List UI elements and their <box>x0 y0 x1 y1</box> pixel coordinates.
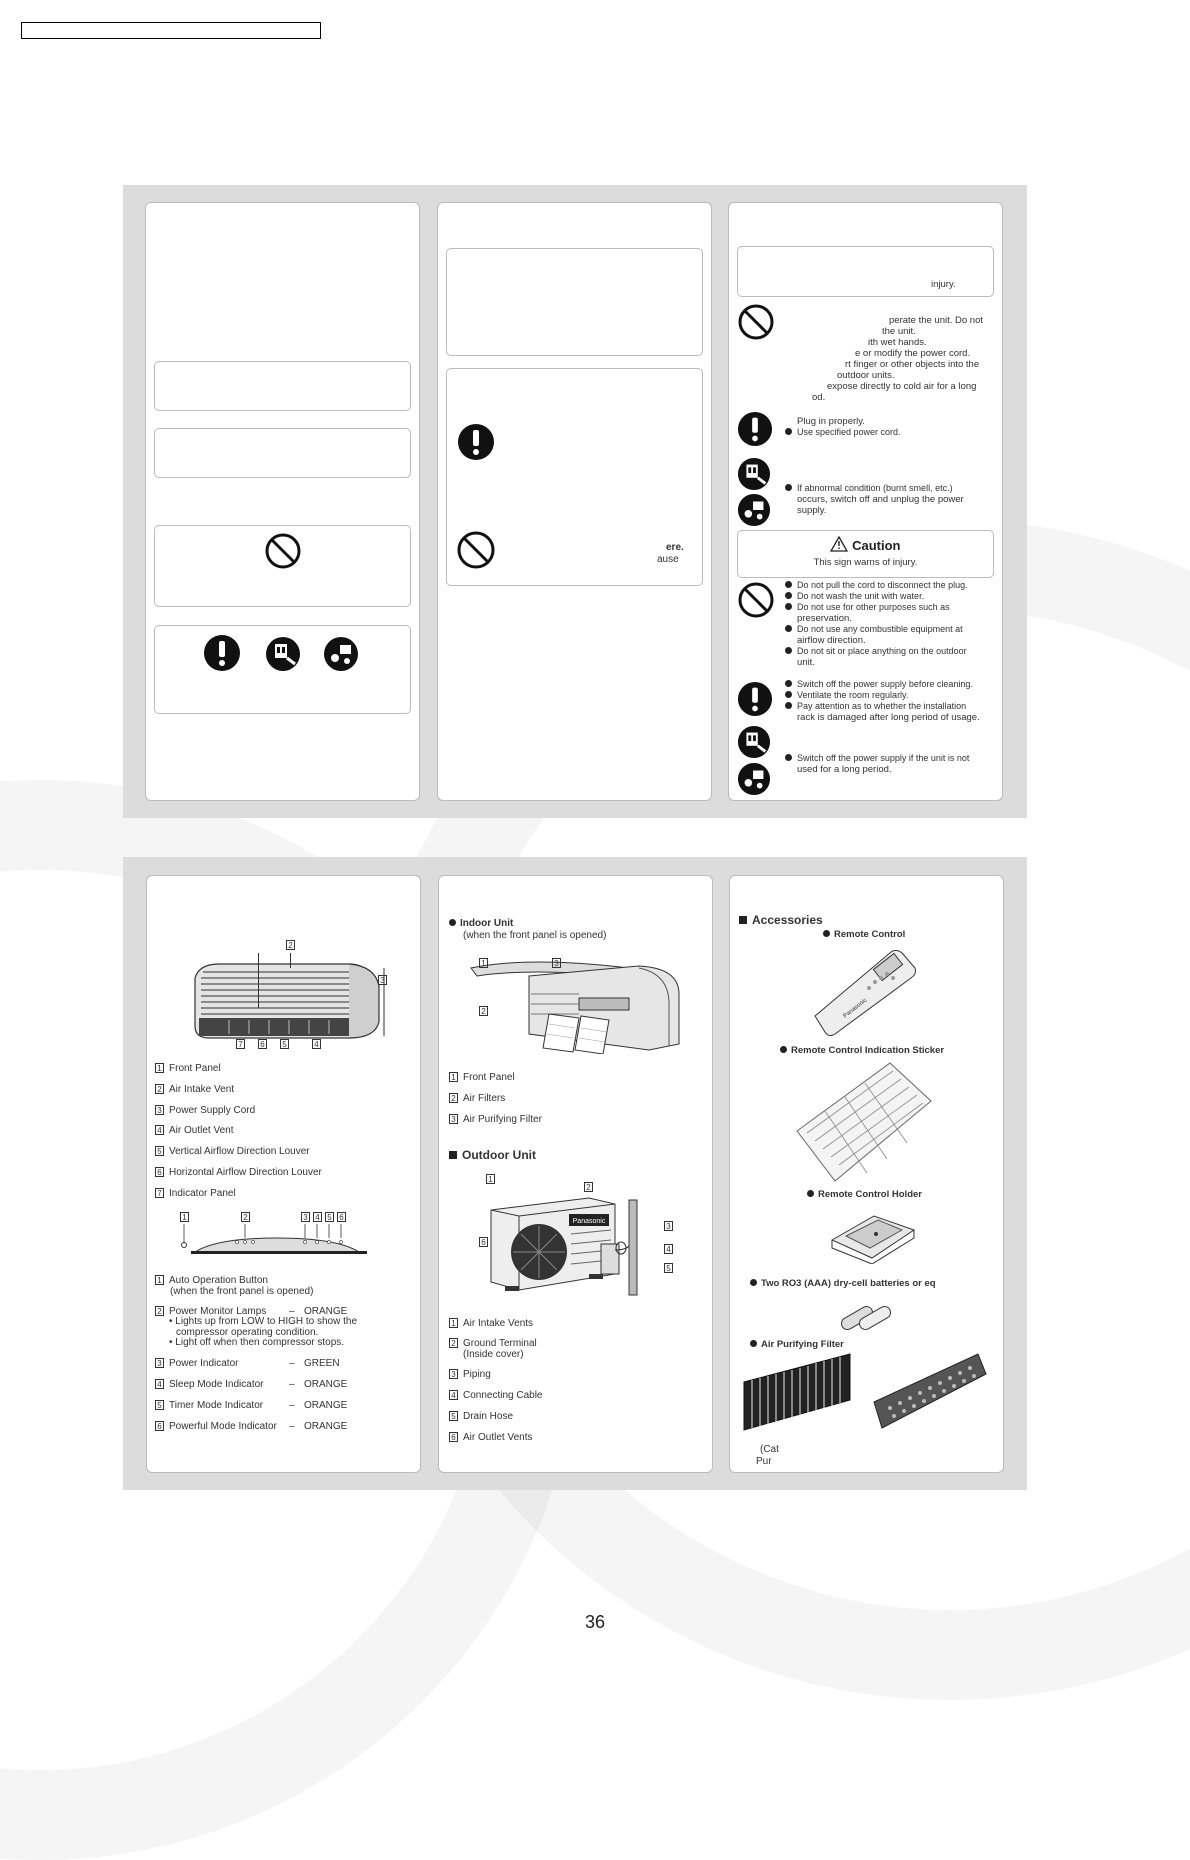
callout-label: 3 <box>301 1212 315 1223</box>
indicator-item: 1 Auto Operation Button <box>155 1275 268 1286</box>
indicator-note: • Light off when then compressor stops. <box>169 1337 345 1348</box>
filter-caption: (Cat <box>760 1444 779 1455</box>
sticker-label: Remote Control Indication Sticker <box>780 1045 944 1056</box>
callout-label: 2 <box>479 1006 493 1017</box>
warning-fragment: injury. <box>931 279 956 290</box>
indicator-color: ORANGE <box>304 1421 348 1432</box>
safety-column-2 <box>437 202 712 801</box>
part-item: 3 Power Supply Cord <box>155 1105 255 1116</box>
fragment-text: ause <box>657 554 679 565</box>
indicator-dash: – <box>289 1306 295 1317</box>
caution-bullet: Switch off the power supply if the unit is not <box>797 753 969 764</box>
part-item: 4 Air Outlet Vent <box>155 1125 233 1136</box>
part-item: 2 Air Intake Vent <box>155 1084 234 1095</box>
callout-label: 2 <box>584 1182 598 1193</box>
part-item: 2 Ground Terminal <box>449 1338 537 1349</box>
callout-label: 7 <box>236 1039 250 1050</box>
info-box <box>154 428 411 478</box>
indicator-color: ORANGE <box>304 1306 348 1317</box>
abnormal-line: supply. <box>797 505 827 516</box>
caution-box <box>737 530 994 578</box>
holder-illustration <box>828 1204 918 1264</box>
part-item: 6 Horizontal Airflow Direction Louver <box>155 1167 322 1178</box>
warning-triangle-icon <box>830 536 848 552</box>
indicator-dash: – <box>289 1421 295 1432</box>
purifying-filter-illustration <box>870 1352 990 1432</box>
part-item: 6 Air Outlet Vents <box>449 1432 532 1443</box>
indicator-dash: – <box>289 1400 295 1411</box>
info-box <box>154 361 411 411</box>
brand-label: Panasonic <box>572 1218 606 1225</box>
callout-label: 5 <box>280 1039 294 1050</box>
caution-bullet: Switch off the power supply before cleaning. <box>797 679 973 690</box>
caution-line: airflow direction. <box>797 635 866 646</box>
part-item: 2 Air Filters <box>449 1093 505 1104</box>
caution-line: preservation. <box>797 613 852 624</box>
callout-label: 2 <box>241 1212 255 1223</box>
page-number: 36 <box>584 1612 606 1632</box>
indicator-color: ORANGE <box>304 1400 348 1411</box>
prohibited-icon <box>456 530 496 570</box>
caution-bullet: Do not use for other purposes such as <box>797 602 950 613</box>
abnormal-line: occurs, switch off and unplug the power <box>797 494 964 505</box>
part-item: 1 Air Intake Vents <box>449 1318 533 1329</box>
remote-control-illustration <box>805 946 925 1036</box>
callout-label: 6 <box>479 1237 493 1248</box>
caution-line: unit. <box>797 657 815 668</box>
callout-label: 5 <box>664 1263 678 1274</box>
warning-box <box>446 368 703 586</box>
accessories-column <box>729 875 1004 1473</box>
open-unit-illustration <box>469 954 689 1054</box>
filter-label: Air Purifying Filter <box>750 1339 844 1350</box>
callout-label: 1 <box>180 1212 194 1223</box>
warning-header-box <box>737 246 994 297</box>
callout-label: 5 <box>325 1212 339 1223</box>
indicator-note: • Lights up from LOW to HIGH to show the <box>169 1316 358 1327</box>
part-sub: (Inside cover) <box>463 1349 524 1360</box>
prohibit-line: ith wet hands. <box>868 337 927 348</box>
unplug-icon <box>737 457 771 491</box>
mandatory-icon <box>203 634 241 672</box>
catechin-filter-illustration <box>738 1352 858 1432</box>
plug-bullet: Use specified power cord. <box>797 427 901 438</box>
units-column <box>438 875 713 1473</box>
sticker-illustration <box>795 1061 935 1186</box>
prohibit-line: the unit. <box>882 326 916 337</box>
caution-line: used for a long period. <box>797 764 892 775</box>
prohibit-box <box>154 525 411 607</box>
disconnect-icon <box>737 762 771 796</box>
indicator-dash: – <box>289 1379 295 1390</box>
remote-brand: Panasonic <box>842 997 869 1020</box>
callout-label: 4 <box>313 1212 327 1223</box>
outdoor-title: Outdoor Unit <box>449 1148 536 1162</box>
callout-label: 6 <box>258 1039 272 1050</box>
indicator-item: 6 Powerful Mode Indicator <box>155 1421 277 1432</box>
caution-bullet: Ventilate the room regularly. <box>797 690 908 701</box>
mandatory-icon <box>737 681 773 717</box>
caution-title: Caution <box>852 538 901 553</box>
caution-bullet: Pay attention as to whether the installation <box>797 701 966 712</box>
callout-label: 3 <box>664 1221 678 1232</box>
indicator-item: 4 Sleep Mode Indicator <box>155 1379 264 1390</box>
callout-label: 3 <box>378 975 392 986</box>
part-item: 7 Indicator Panel <box>155 1188 236 1199</box>
fragment-text: ere. <box>666 542 684 553</box>
callout-label: 4 <box>664 1244 678 1255</box>
indicator-note: compressor operating condition. <box>176 1327 319 1338</box>
prohibit-line: outdoor units. <box>837 370 895 381</box>
indicator-panel-illustration <box>177 1224 377 1254</box>
mandatory-icon <box>737 411 773 447</box>
part-item: 3 Air Purifying Filter <box>449 1114 542 1125</box>
caution-bullet: Do not sit or place anything on the outdoor <box>797 646 967 657</box>
safety-column-1 <box>145 202 420 801</box>
prohibit-line: rt finger or other objects into the <box>845 359 980 370</box>
callout-label: 3 <box>552 958 566 969</box>
mandatory-icon <box>457 423 495 461</box>
plug-line: Plug in properly. <box>797 416 865 427</box>
caution-bullet: Do not wash the unit with water. <box>797 591 924 602</box>
caution-bullet: Do not pull the cord to disconnect the plug. <box>797 580 968 591</box>
indicator-color: GREEN <box>304 1358 340 1369</box>
batteries-label: Two RO3 (AAA) dry-cell batteries or eq <box>750 1278 936 1289</box>
part-item: 3 Piping <box>449 1369 491 1380</box>
batteries-illustration <box>838 1294 898 1334</box>
caution-line: rack is damaged after long period of usage. <box>797 712 980 723</box>
caution-bullet: Do not use any combustible equipment at <box>797 624 963 635</box>
instruction-box <box>154 625 411 714</box>
holder-label: Remote Control Holder <box>807 1189 922 1200</box>
part-item: 1 Front Panel <box>449 1072 515 1083</box>
accessories-title: Accessories <box>739 913 823 927</box>
disconnect-icon <box>737 493 771 527</box>
prohibited-icon <box>737 303 775 341</box>
callout-label: 4 <box>312 1039 326 1050</box>
prohibited-icon <box>737 581 775 619</box>
prohibited-icon <box>264 532 302 570</box>
prohibit-line: od. <box>812 392 826 403</box>
part-item: 4 Connecting Cable <box>449 1390 543 1401</box>
indicator-item: 3 Power Indicator <box>155 1358 238 1369</box>
leader-line <box>258 953 259 1008</box>
part-item: 1 Front Panel <box>155 1063 221 1074</box>
disconnect-icon <box>323 636 359 672</box>
open-unit-title: Indoor Unit <box>449 918 513 929</box>
callout-label: 1 <box>479 958 493 969</box>
callout-label: 1 <box>486 1174 500 1185</box>
unplug-icon <box>737 725 771 759</box>
leader-line <box>290 953 291 968</box>
prohibit-line: expose directly to cold air for a long <box>827 381 977 392</box>
safety-column-3 <box>728 202 1003 801</box>
caution-subtitle: This sign warns of injury. <box>813 557 918 568</box>
unplug-icon <box>265 636 301 672</box>
filter-caption: Pur <box>756 1456 772 1467</box>
part-item: 5 Drain Hose <box>449 1411 513 1422</box>
callout-label: 2 <box>286 940 300 951</box>
indoor-unit-column <box>146 875 421 1473</box>
prohibit-line: e or modify the power cord. <box>855 348 971 359</box>
abnormal-bullet: If abnormal condition (burnt smell, etc.) <box>797 483 953 494</box>
outdoor-unit-illustration <box>479 1190 679 1300</box>
remote-label: Remote Control <box>823 929 905 940</box>
indicator-item: 2 Power Monitor Lamps <box>155 1306 266 1317</box>
part-item: 5 Vertical Airflow Direction Louver <box>155 1146 310 1157</box>
indicator-item: 5 Timer Mode Indicator <box>155 1400 263 1411</box>
indicator-dash: – <box>289 1358 295 1369</box>
callout-label: 6 <box>337 1212 351 1223</box>
indicator-color: ORANGE <box>304 1379 348 1390</box>
info-box <box>446 248 703 356</box>
indicator-sub: (when the front panel is opened) <box>170 1286 314 1297</box>
open-unit-subtitle: (when the front panel is opened) <box>463 930 607 941</box>
header-box <box>21 22 321 39</box>
prohibit-line: perate the unit. Do not <box>889 315 984 326</box>
